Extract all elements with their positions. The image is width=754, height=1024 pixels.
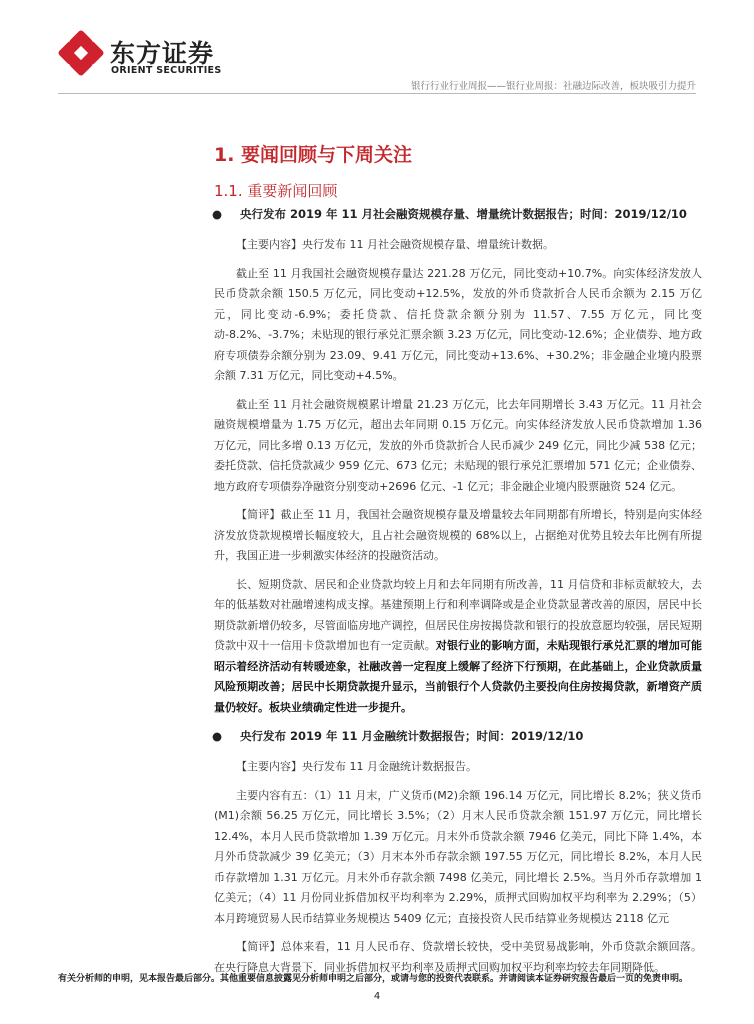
news-item-title: ● 央行发布 2019 年 11 月社会融资规模存量、增量统计数据报告；时间：2019/12/10 bbox=[214, 204, 702, 224]
paragraph: 截止至 11 月社会融资规模累计增量 21.23 万亿元，比去年同期增长 3.43 万亿元。11 月社会融资规模增量为 1.75 万亿元，超出去年同期 0.15 万亿元。向实体经济发放人民币贷款增加 1.36 万亿元，同比多增 0.13 万亿元，发放的外币贷款折合人民币减少 249 亿元，同比少减 538 亿元；委托贷款、信托贷款减少 959 亿元、673 亿元；未贴现的银行承兑汇票增加 571 亿元；企业债券、地方政府专项债券净融资分别变动+2696 亿元、-1 亿元；非金融企业境内股票融资 524 亿元。 bbox=[214, 397, 702, 493]
company-logo bbox=[58, 30, 238, 82]
analysis-text: 长、短期贷款、居民和企业贷款均较上月和去年同期有所改善，11 月信贷和非标贡献较大，去年的低基数对社融增速构成支撑。基建预期上行和利率调降或是企业贷款显著改善的原因，居民中长期贷款新增仍较多，尽管面临房地产调控，但居民住房按揭贷款和银行的投放意愿均较强，居民短期贷款中双十一信用卡贷款增加也有一定贡献。 bbox=[214, 577, 702, 652]
paragraph: 截止至 11 月我国社会融资规模存量达 221.28 万亿元，同比变动+10.7%。向实体经济发放人民币贷款余额 150.5 万亿元，同比变动+12.5%，发放的外币贷款折合人民币余额为 2.15 万亿元，同比变动-6.9%；委托贷款、信托贷款余额分别为 11.57、7.55 万亿元，同比变动-8.2%、-3.7%；未贴现的银行承兑汇票余额 3.23 万亿元，同比变动-12.6%；企业债券、地方政府专项债券余额分别为 23.09、9.41 万亿元，同比变动+13.6%、+30.2%；非金融企业境内股票余额 7.31 万亿元，同比变动+4.5%。 bbox=[214, 266, 702, 382]
logo-name-cn: 东方证券 bbox=[110, 39, 215, 68]
bullet-icon: ● bbox=[212, 729, 223, 743]
news-item-title: ● 央行发布 2019 年 11 月金融统计数据报告；时间：2019/12/10 bbox=[214, 726, 702, 746]
section-heading-1: 1. 要闻回顾与下周关注 bbox=[214, 144, 413, 166]
analysis-bold-text: 对银行业的影响方面，未贴现银行承兑汇票的增加可能昭示着经济活动有转暖迹象，社融改善一定程度上缓解了经济下行预期，在此基础上，企业贷款质量风险预期改善；居民中长期贷款提升显示，当前银行个人贷款仍主要投向住房按揭贷款，新增资产质量仍较好。板块业绩确定性进一步提升。 bbox=[214, 639, 702, 714]
paragraph: 【简评】总体来看，11 月人民币存、贷款增长较快，受中美贸易战影响，外币贷款余额回落。在央行降息大背景下，同业拆借加权平均利率及质押式回购加权平均利率均较去年同期降低。 bbox=[214, 940, 702, 974]
report-subtitle: ——银行业周报：社融边际改善，板块吸引力提升 bbox=[486, 81, 696, 92]
paragraph: 【简评】截止至 11 月，我国社会融资规模存量及增量较去年同期都有所增长，特别是向实体经济发放贷款规模增长幅度较大，且占社会融资规模的 68%以上，占据绝对优势且较去年比例有所提升，我国正进一步刺激实体经济的投融资活动。 bbox=[214, 508, 702, 562]
bullet-icon: ● bbox=[212, 207, 223, 221]
paragraph: 【主要内容】央行发布 11 月社会融资规模存量、增量统计数据。 bbox=[236, 238, 554, 251]
paragraph: 主要内容有五：（1）11 月末，广义货币(M2)余额 196.14 万亿元，同比增长 8.2%；狭义货币(M1)余额 56.25 万亿元，同比增长 3.5%；（2）月末人民币贷款余额 151.97 万亿元，同比增长 12.4%，本月人民币贷款增加 1.39 万亿元。月末外币贷款余额 7946 亿美元，同比下降 1.4%，本月外币贷款减少 39 亿美元；（3）月末本外币存款余额 197.55 万亿元，同比增长 8.2%，本月人民币存款增加 1.31 万亿元。月末外币存款余额 7498 亿美元，同比增长 2.5%。当月外币存款增加 1 亿美元；（4）11 月份同业拆借加权平均利率为 2.29%，质押式回购加权平均利率为 2.29%；（5）本月跨境贸易人民币结算业务规模达 5409 亿元；直接投资人民币结算业务规模达 2118 亿元 bbox=[214, 788, 702, 925]
analysis-paragraph bbox=[214, 575, 702, 719]
news-content bbox=[214, 204, 702, 986]
header-divider bbox=[58, 93, 696, 94]
orient-securities-logo-icon bbox=[58, 30, 104, 76]
logo-name-en: ORIENT SECURITIES bbox=[111, 65, 222, 76]
footer-disclaimer: 有关分析师的申明，见本报告最后部分。其他重要信息披露见分析师申明之后部分，或请与您的投资代表联系。并请阅读本证券研究报告最后一页的免责申明。 bbox=[58, 974, 689, 984]
paragraph: 【主要内容】央行发布 11 月金融统计数据报告。 bbox=[236, 760, 477, 773]
report-type: 银行行业行业周报 bbox=[410, 81, 487, 92]
running-header bbox=[411, 78, 696, 92]
page-number: 4 bbox=[373, 991, 381, 1002]
section-heading-2: 1.1. 重要新闻回顾 bbox=[214, 182, 338, 200]
